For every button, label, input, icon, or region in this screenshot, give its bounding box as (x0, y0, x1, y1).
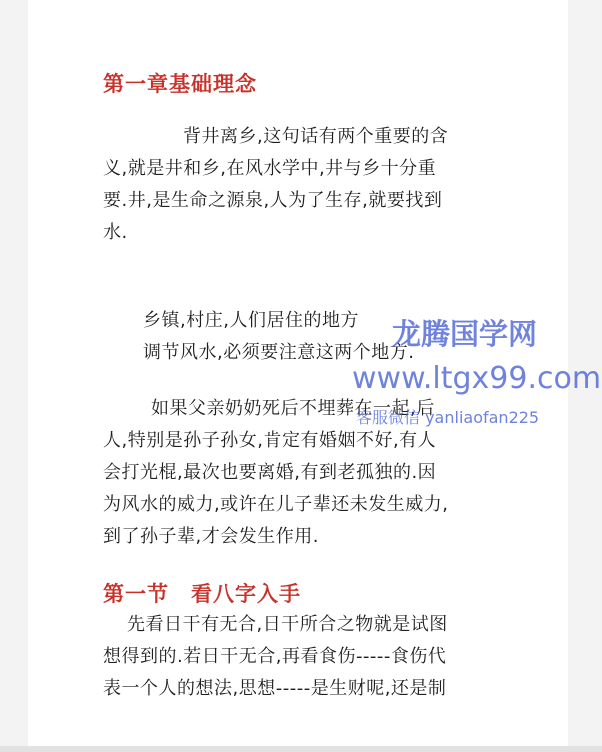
text-line: 会打光棍,最次也要离婚,有到老孤独的.因 (103, 462, 437, 483)
text-line: 为风水的威力,或许在儿子辈还未发生威力, (103, 494, 449, 515)
watermark-url: www.ltgx99.com (352, 361, 602, 396)
section-heading: 第一节 看八字入手 (103, 582, 301, 606)
text-line: 水. (103, 222, 128, 243)
text-line: 要.井,是生命之源泉,人为了生存,就要找到 (103, 190, 443, 211)
section-paragraph (103, 609, 448, 705)
chapter-paragraph-3 (103, 393, 448, 553)
text-line: 调节风水,必须要注意这两个地方. (143, 342, 415, 363)
chapter-paragraph-1 (103, 121, 448, 249)
watermark-contact: 客服微信 yanliaofan225 (356, 408, 540, 427)
watermark-title: 龙腾国学网 (392, 317, 538, 351)
chapter-heading: 第一章基础理念 (103, 72, 257, 96)
text-line: 义,就是井和乡,在风水学中,井与乡十分重 (103, 158, 437, 179)
text-line: 到了孙子辈,才会发生作用. (103, 526, 319, 547)
text-line: 想得到的.若日干无合,再看食伤-----食伤代 (103, 646, 447, 667)
text-line: 乡镇,村庄,人们居住的地方 (143, 310, 359, 331)
chapter-paragraph-2 (143, 305, 414, 369)
text-line: 表一个人的想法,思想-----是生财呢,还是制 (103, 678, 447, 699)
text-line: 如果父亲奶奶死后不埋葬在一起,后 (151, 398, 435, 419)
bottom-divider (0, 746, 602, 752)
text-line: 背井离乡,这句话有两个重要的含 (183, 126, 449, 147)
text-line: 人,特别是孙子孙女,肯定有婚姻不好,有人 (103, 430, 437, 451)
text-line: 先看日干有无合,日干所合之物就是试图 (127, 614, 448, 635)
